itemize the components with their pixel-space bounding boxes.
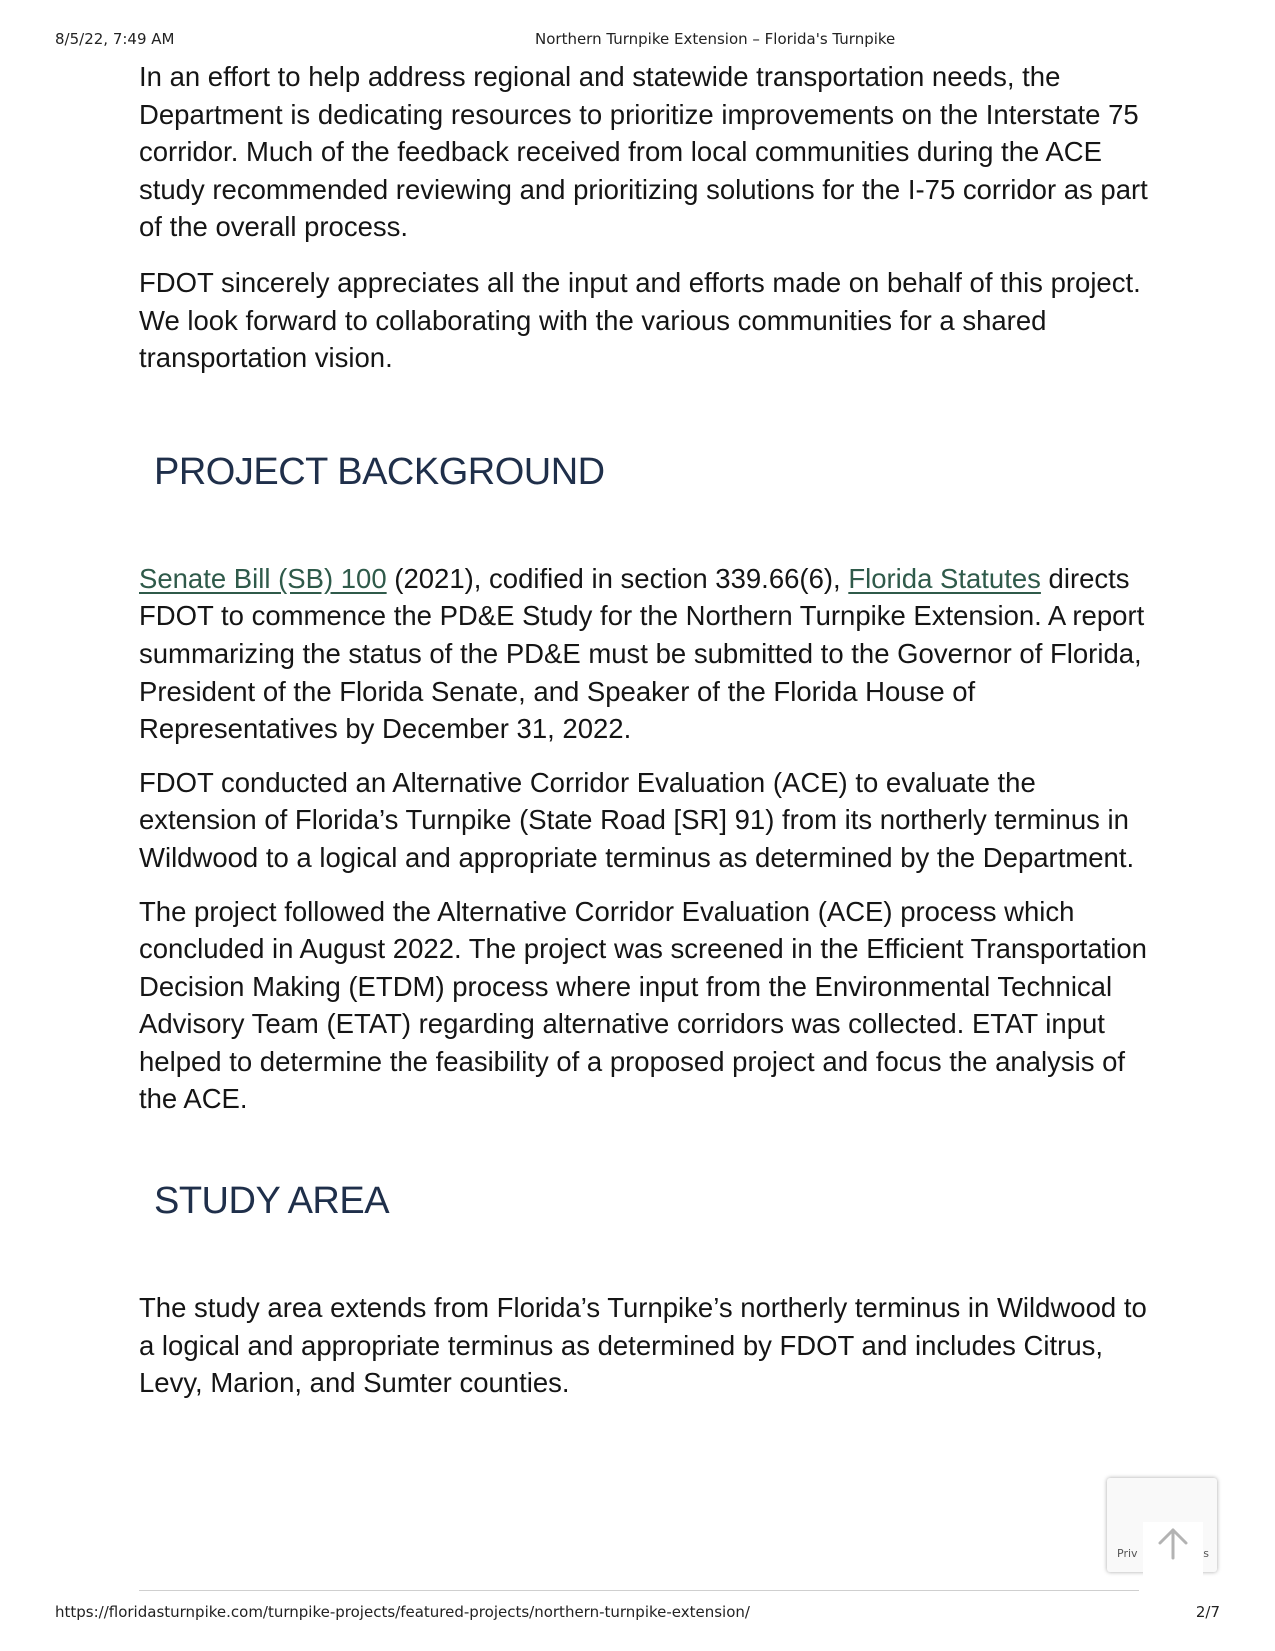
footer-divider <box>139 1590 1139 1591</box>
project-background-paragraph-3: The project followed the Alternative Corridor Evaluation (ACE) process which concluded in August 2022. The project was screened in the Efficient Transportation Decision Making (ETDM) process where input from the Environmental Technical Advisory Team (ETAT) regarding alternative corridors was collected. ETAT input helped to determine the feasibility of a proposed project and focus the analysis of the ACE. <box>139 895 1147 1115</box>
project-background-paragraph-2: FDOT conducted an Alternative Corridor Evaluation (ACE) to evaluate the extension of Florida’s Turnpike (State Road [SR] 91) from its northerly terminus in Wildwood to a logical and appropriate terminus as determined by the Department. <box>139 766 1135 873</box>
pde-requirement-text: directs FDOT to commence the PD&E Study for the Northern Turnpike Extension. A report summarizing the status of the PD&E must be submitted to the Governor of Florida, President of the Florida Senate, and Speaker of the Florida House of Representatives by December 31, 2022. <box>139 562 1145 745</box>
intro-section <box>139 58 1149 377</box>
study-area-heading: STUDY AREA <box>154 1180 390 1223</box>
study-area-paragraph: The study area extends from Florida’s Turnpike’s northerly terminus in Wildwood to a logical and appropriate terminus as determined by FDOT and includes Citrus, Levy, Marion, and Sumter counties. <box>139 1292 1147 1399</box>
back-to-top-button[interactable] <box>1143 1522 1203 1578</box>
main-content <box>139 58 1149 1418</box>
intro-paragraph-2: FDOT sincerely appreciates all the input and efforts made on behalf of this project. We look forward to collaborating with the various communities for a shared transportation vision. <box>139 266 1141 374</box>
print-footer <box>55 1603 1220 1623</box>
senate-bill-link[interactable]: Senate Bill (SB) 100 <box>139 562 387 594</box>
print-header <box>55 30 1220 50</box>
florida-statutes-link[interactable]: Florida Statutes <box>848 562 1041 594</box>
print-url: https://floridasturnpike.com/turnpike-projects/featured-projects/northern-turnpike-extension/ <box>55 1603 750 1621</box>
print-page-title: Northern Turnpike Extension – Florida's Turnpike <box>535 30 896 48</box>
recaptcha-terms-link[interactable]: s <box>1203 1547 1209 1560</box>
project-background-heading: PROJECT BACKGROUND <box>154 450 605 493</box>
print-page-number: 2/7 <box>1195 1603 1220 1621</box>
arrow-up-icon <box>1143 1522 1203 1578</box>
recaptcha-privacy-link[interactable]: Priv <box>1117 1547 1138 1560</box>
intro-paragraph-1: In an effort to help address regional and statewide transportation needs, the Department is dedicating resources to prioritize improvements on the Interstate 75 corridor. Much of the feedback received from local communities during the ACE study recommended reviewing and prioritizing solutions for the I-75 corridor as part of the overall process. <box>139 61 1148 243</box>
study-area-section <box>139 1180 1149 1402</box>
project-background-section <box>139 451 1149 1118</box>
project-background-paragraph-1 <box>139 560 1149 748</box>
print-date-time: 8/5/22, 7:49 AM <box>55 30 175 48</box>
senate-bill-text: (2021), codified in section 339.66(6), <box>386 562 849 594</box>
